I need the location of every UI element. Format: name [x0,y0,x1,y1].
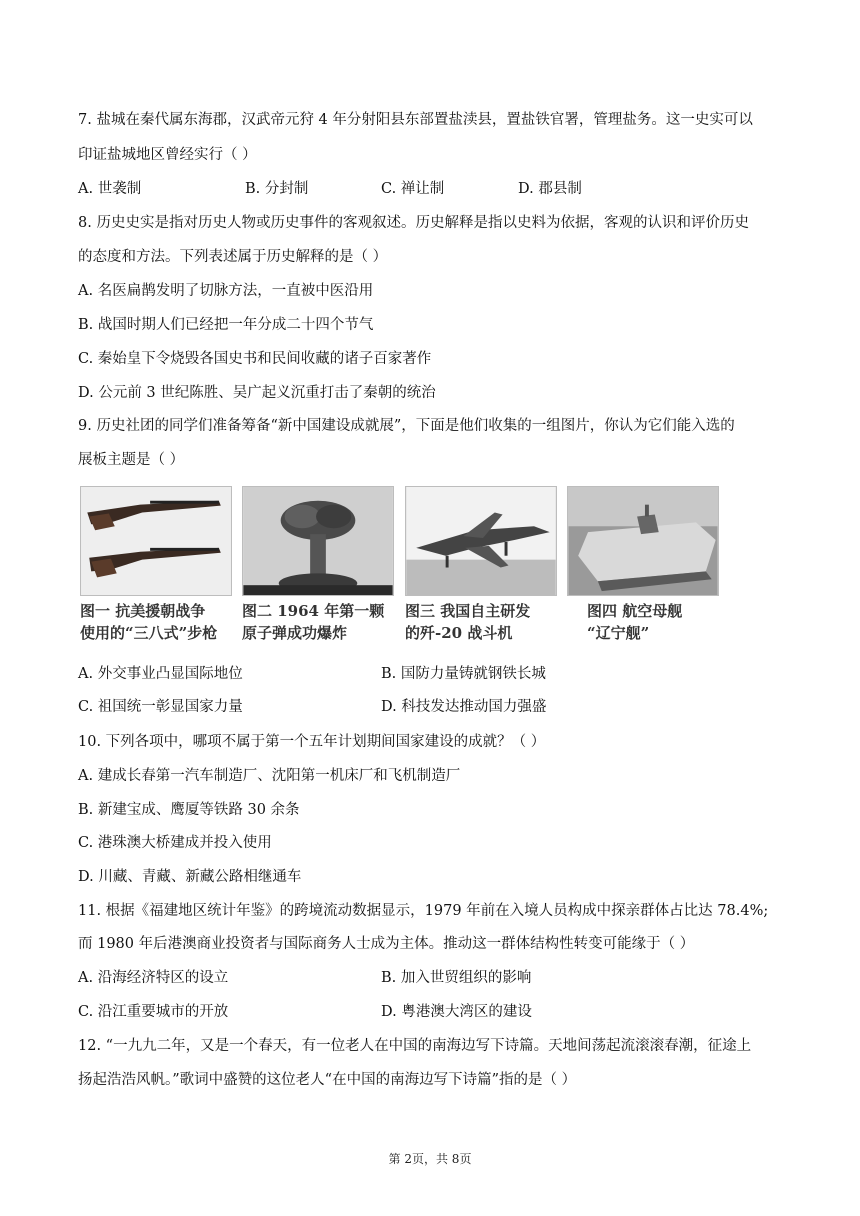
mushroom-cloud-photo [242,486,394,596]
page-number-footer: 第 2页，共 8页 [388,1152,472,1166]
question-11-option-d: D. 粤港澳大湾区的建设 [381,1004,532,1020]
question-8-option-c: C. 秦始皇下令烧毁各国史书和民间收藏的诸子百家著作 [78,351,432,367]
question-8-option-a: A. 名医扁鹊发明了切脉方法，一直被中医沿用 [78,283,374,299]
question-7-line-1: 7. 盐城在秦代属东海郡，汉武帝元狩 4 年分射阳县东部置盐渎县，置盐铁官署，管理盐务。这一史实可以 [78,112,753,128]
question-9-option-d: D. 科技发达推动国力强盛 [381,699,547,715]
aircraft-carrier-photo [567,486,719,596]
figure-4-caption-line-1: 图四 航空母舰 [587,602,683,620]
fighter-jet-photo [405,486,557,596]
figure-2-caption-line-1: 图二 1964 年第一颗 [242,602,385,620]
question-10-option-b: B. 新建宝成、鹰厦等铁路 30 余条 [78,802,300,818]
figure-3-caption-line-2: 的歼-20 战斗机 [405,624,513,642]
question-9-option-c: C. 祖国统一彰显国家力量 [78,699,243,715]
figure-2-caption-line-2: 原子弹成功爆炸 [242,624,348,642]
question-9-line-2: 展板主题是（ ） [78,452,185,468]
mushroom-cloud-image [243,487,393,595]
question-8-option-b: B. 战国时期人们已经把一年分成二十四个节气 [78,317,374,333]
question-9-option-b: B. 国防力量铸就钢铁长城 [381,666,546,682]
question-12-line-1: 12. “一九九二年，又是一个春天，有一位老人在中国的南海边写下诗篇。天地间荡起流滚滚春潮，征途上 [78,1038,752,1054]
question-8-option-d: D. 公元前 3 世纪陈胜、吴广起义沉重打击了秦朝的统治 [78,385,436,401]
figure-1-caption [80,600,217,644]
figure-2-caption [242,600,384,644]
question-10-option-a: A. 建成长春第一汽车制造厂、沈阳第一机床厂和飞机制造厂 [78,768,461,784]
question-10-option-c: C. 港珠澳大桥建成并投入使用 [78,835,272,851]
figure-1-caption-line-2: 使用的“三八式”步枪 [80,624,218,642]
figure-3-caption [405,600,530,644]
question-9-option-a: A. 外交事业凸显国际地位 [78,666,243,682]
question-12-line-2: 扬起浩浩风帆。”歌词中盛赞的这位老人“在中国的南海边写下诗篇”指的是（ ） [78,1072,577,1088]
question-7-option-c: C. 禅让制 [381,181,445,197]
figure-4-caption [587,600,682,644]
question-10-option-d: D. 川藏、青藏、新藏公路相继通车 [78,869,302,885]
question-10-line-1: 10. 下列各项中，哪项不属于第一个五年计划期间国家建设的成就？（ ） [78,734,546,750]
figure-4-caption-line-2: “辽宁舰” [587,624,650,642]
question-11-option-a: A. 沿海经济特区的设立 [78,970,229,986]
aircraft-carrier-image [568,487,718,595]
figure-3-caption-line-1: 图三 我国自主研发 [405,602,531,620]
question-9-line-1: 9. 历史社团的同学们准备筹备“新中国建设成就展”，下面是他们收集的一组图片，你认为它们能入选的 [78,418,735,434]
question-11-line-1: 11. 根据《福建地区统计年鉴》的跨境流动数据显示，1979 年前在入境人员构成中探亲群体占比达 78.4%; [78,903,769,919]
question-11-line-2: 而 1980 年后港澳商业投资者与国际商务人士成为主体。推动这一群体结构性转变可能缘于（ ） [78,936,695,952]
question-11-option-c: C. 沿江重要城市的开放 [78,1004,229,1020]
question-8-line-1: 8. 历史史实是指对历史人物或历史事件的客观叙述。历史解释是指以史料为依据，客观的认识和评价历史 [78,215,749,231]
question-7-option-a: A. 世袭制 [78,181,142,197]
question-8-line-2: 的态度和方法。下列表述属于历史解释的是（ ） [78,249,388,265]
question-7-option-d: D. 郡县制 [518,181,582,197]
rifle-photo [80,486,232,596]
question-11-option-b: B. 加入世贸组织的影响 [381,970,532,986]
question-7-option-b: B. 分封制 [245,181,309,197]
fighter-jet-image [406,487,556,595]
question-7-line-2: 印证盐城地区曾经实行（ ） [78,147,257,163]
figure-1-caption-line-1: 图一 抗美援朝战争 [80,602,206,620]
rifle-image [81,487,231,595]
